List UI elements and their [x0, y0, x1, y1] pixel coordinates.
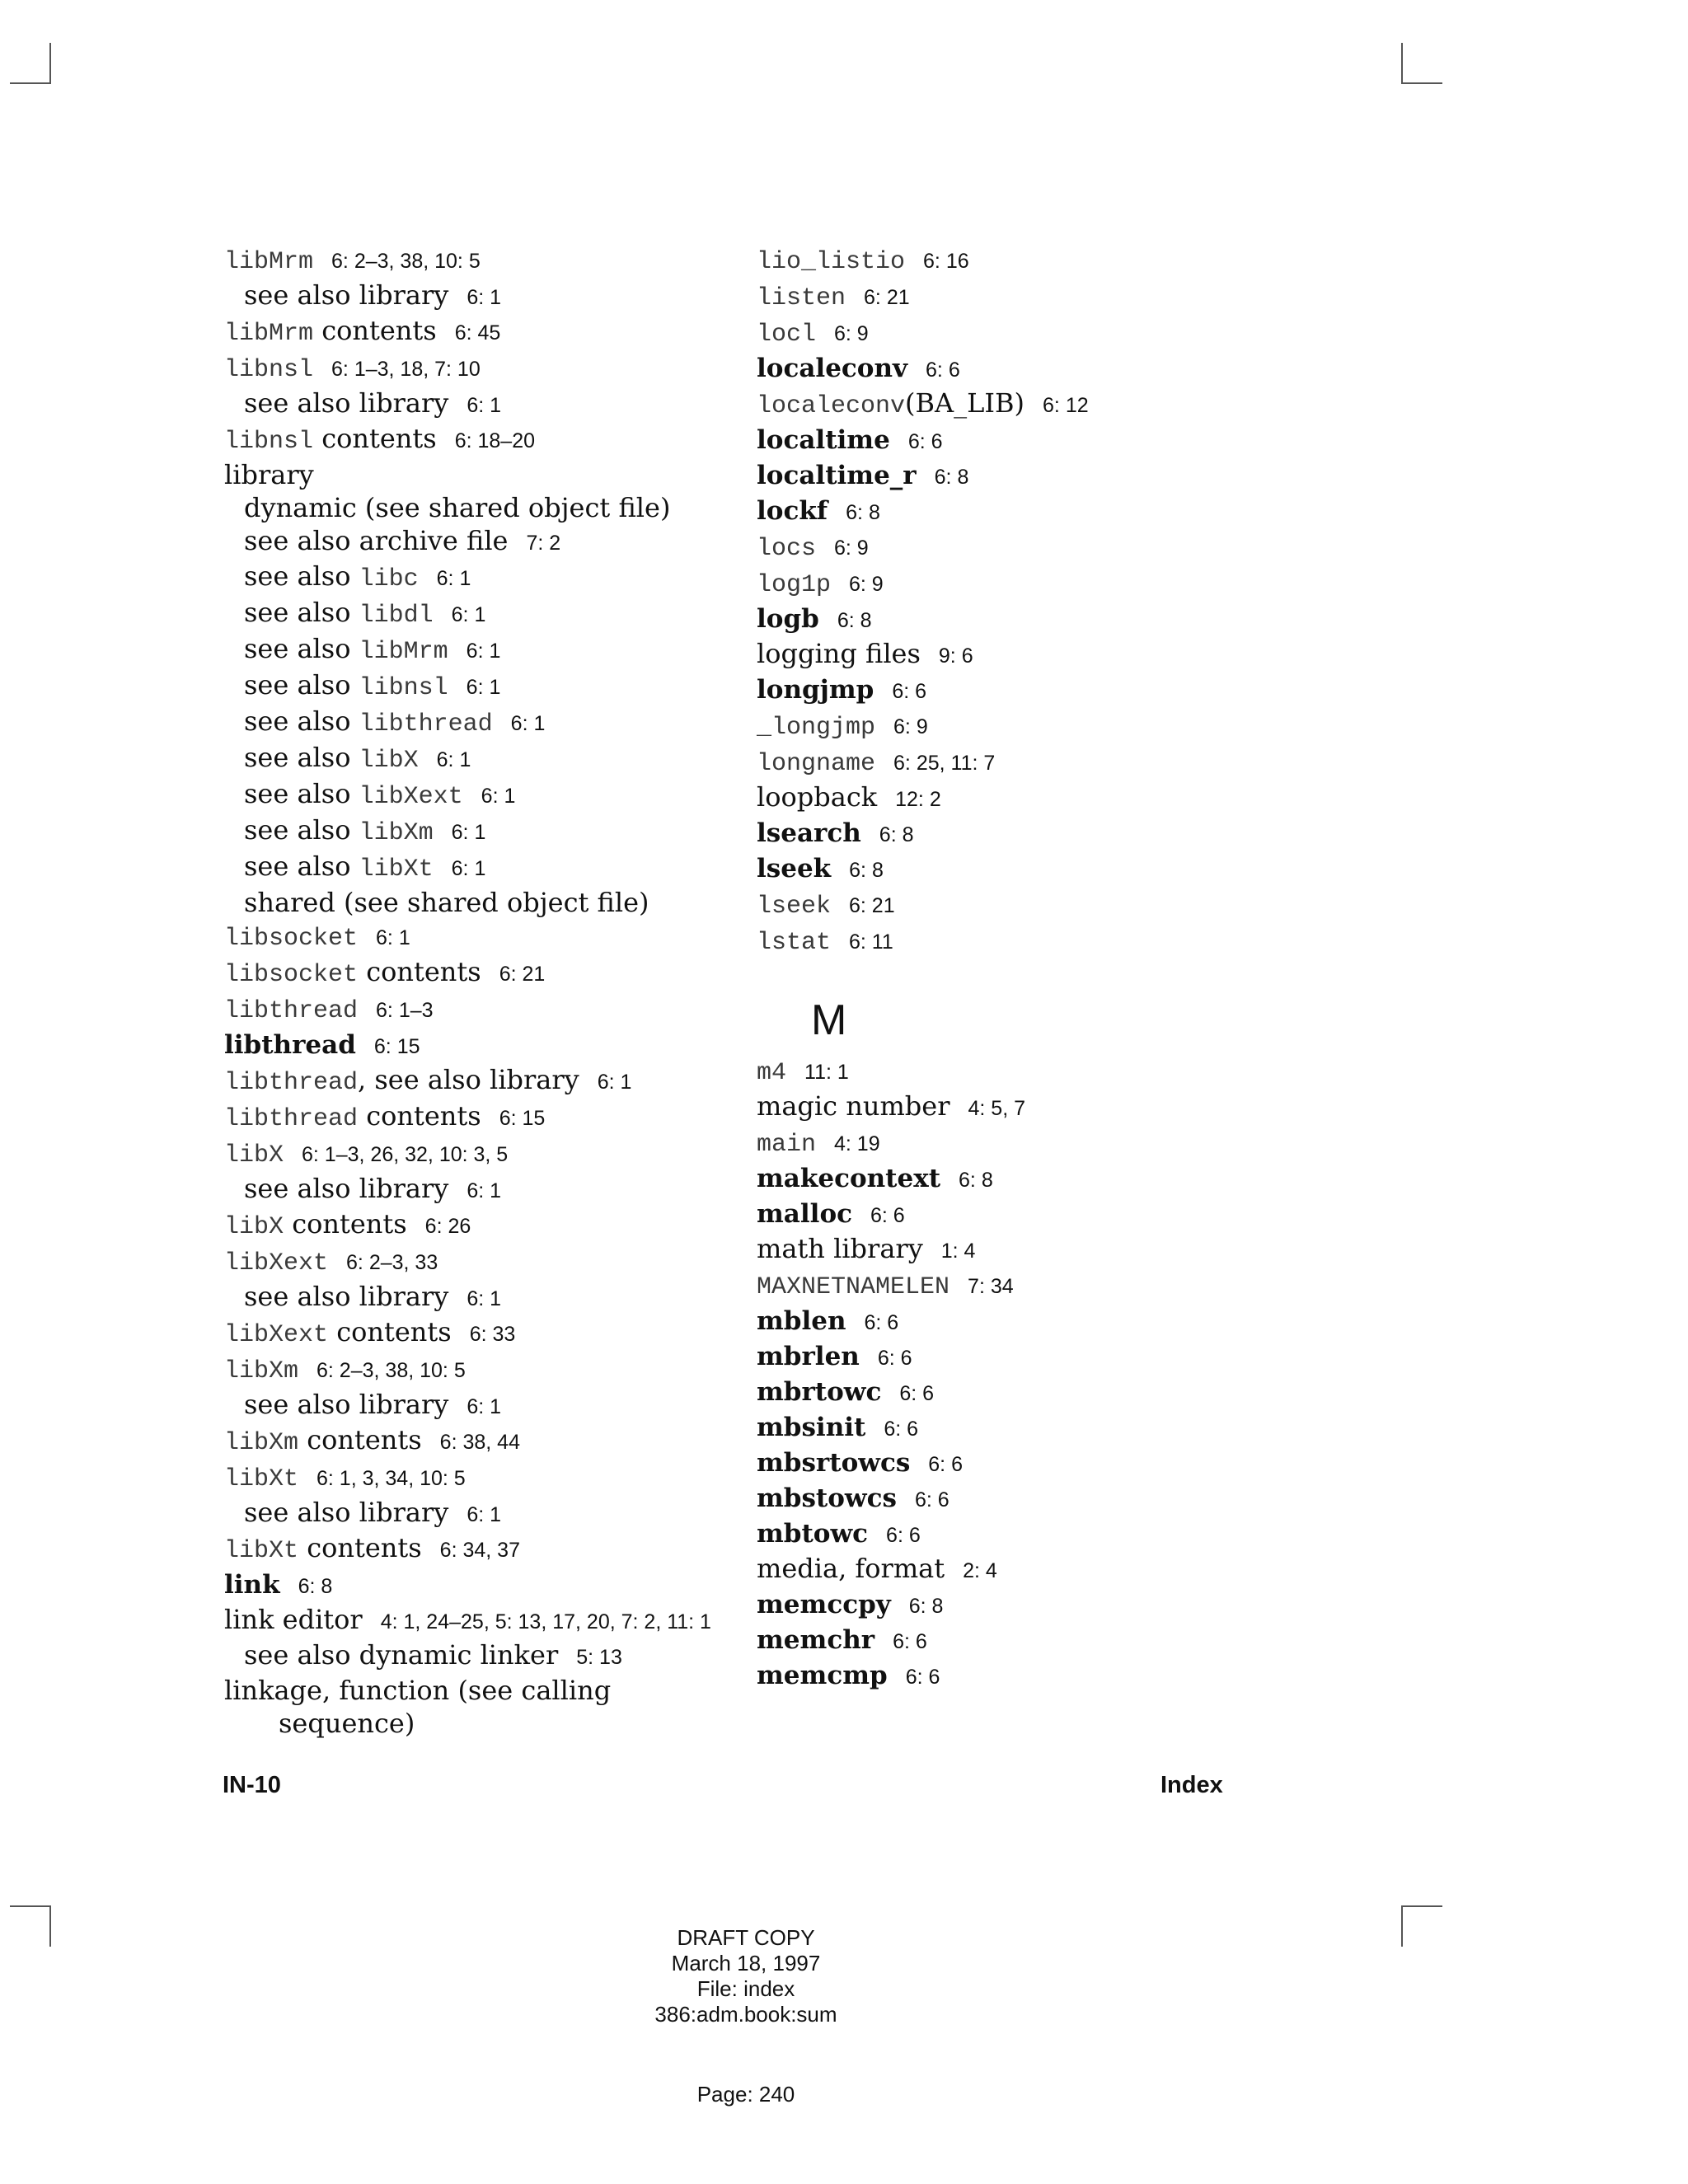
- page-references: 6: 18–20: [454, 429, 536, 452]
- index-entry: [757, 851, 1268, 887]
- index-entry: [757, 1268, 1268, 1304]
- index-entry: [757, 1125, 1268, 1161]
- page-references: 6: 1: [597, 1071, 632, 1094]
- index-entry: [757, 423, 1268, 458]
- page-references: 1: 4: [940, 1240, 976, 1263]
- index-entry: [757, 1161, 1268, 1197]
- index-entry: [224, 1063, 727, 1099]
- page-references: 6: 6: [884, 1418, 919, 1441]
- index-entry: [757, 279, 1268, 315]
- crop-mark-bottom-right-horizontal: [1401, 1905, 1442, 1907]
- index-term: m4: [757, 1059, 787, 1087]
- page-references: 6: 8: [846, 501, 880, 524]
- page-references: 6: 16: [923, 250, 969, 273]
- page-references: 6: 1: [451, 603, 486, 626]
- index-subentry: [224, 596, 727, 632]
- index-subentry: [224, 886, 727, 919]
- crop-mark-top-left-horizontal: [10, 82, 51, 84]
- index-term: localtime: [757, 425, 890, 455]
- index-term: libsocket: [224, 961, 359, 989]
- section-letter-m: M: [811, 996, 847, 1044]
- page-references: 6: 1–3: [376, 999, 434, 1022]
- index-term: makecontext: [757, 1164, 941, 1193]
- index-term: see also library: [244, 1173, 449, 1204]
- index-term: libMrm: [359, 638, 448, 666]
- index-entry: [757, 1446, 1268, 1481]
- index-term: libdl: [359, 602, 434, 630]
- index-entry: [757, 351, 1268, 387]
- page-references: 6: 1: [467, 1503, 502, 1526]
- page-references: 6: 1: [451, 821, 486, 844]
- index-entry: [757, 315, 1268, 351]
- page-references: 6: 8: [298, 1575, 333, 1598]
- index-term: mbtowc: [757, 1519, 869, 1549]
- index-entry: [757, 1053, 1268, 1090]
- index-subentry: [224, 741, 727, 777]
- index-term: logb: [757, 604, 819, 634]
- draft-book-path: 386:adm.book:sum: [654, 2002, 837, 2027]
- index-entry: [757, 1375, 1268, 1410]
- page-references: 6: 8: [849, 859, 884, 882]
- index-entry: [757, 673, 1268, 708]
- index-term: contents: [284, 1208, 407, 1240]
- page-references: 6: 6: [905, 1666, 940, 1689]
- index-subentry: [224, 1638, 727, 1674]
- index-term: math library: [757, 1233, 923, 1264]
- index-entry: [224, 1423, 727, 1460]
- index-term: libthread: [224, 1030, 356, 1060]
- index-entry: [224, 1603, 727, 1638]
- index-entry: [757, 1552, 1268, 1587]
- draft-file: File: index: [696, 1976, 795, 2001]
- index-entry: [224, 1531, 727, 1568]
- draft-date: March 18, 1997: [671, 1951, 821, 1975]
- index-term: log1p: [757, 571, 832, 599]
- index-term: lsearch: [757, 818, 861, 848]
- index-term: libthread: [359, 710, 493, 738]
- page-references: 6: 9: [893, 715, 928, 738]
- page-references: 6: 9: [834, 322, 869, 345]
- page-references: 6: 6: [864, 1311, 899, 1334]
- page-references: 6: 6: [928, 1453, 963, 1476]
- page-references: 9: 6: [938, 644, 973, 668]
- index-term: localtime_r: [757, 461, 917, 490]
- page-references: 6: 8: [837, 609, 872, 632]
- page-references: 6: 1: [436, 567, 471, 590]
- index-entry: [224, 1028, 727, 1063]
- index-entry: [757, 1623, 1268, 1658]
- index-term: libXext: [224, 1321, 329, 1349]
- index-term: libthread: [224, 997, 359, 1025]
- index-term: lseek: [757, 893, 832, 921]
- index-entry: [757, 1658, 1268, 1694]
- footer-page-number: IN-10: [223, 1772, 281, 1798]
- page-references: 4: 19: [834, 1132, 880, 1155]
- index-term: longname: [757, 750, 876, 778]
- index-term: memchr: [757, 1625, 875, 1655]
- index-term: see also library: [244, 1497, 449, 1528]
- index-subentry: [224, 387, 727, 422]
- index-entry: [224, 919, 727, 955]
- index-term: magic number: [757, 1090, 950, 1122]
- index-term: libc: [359, 565, 419, 593]
- index-term: contents: [313, 423, 437, 454]
- index-term: memcmp: [757, 1661, 888, 1690]
- index-subentry: [224, 524, 727, 560]
- index-term: lockf: [757, 496, 828, 526]
- draft-label: DRAFT COPY: [677, 1925, 815, 1950]
- index-term: longjmp: [757, 675, 874, 705]
- page-references: 5: 13: [576, 1646, 622, 1669]
- index-entry: [757, 923, 1268, 959]
- index-term: see also: [244, 597, 359, 628]
- draft-page-number: Page: 240: [696, 2082, 795, 2107]
- page-references: 6: 8: [879, 823, 914, 846]
- index-term: see also: [244, 814, 359, 846]
- index-term: contents: [298, 1424, 422, 1455]
- index-entry: [757, 1481, 1268, 1516]
- page-references: 6: 1, 3, 34, 10: 5: [316, 1467, 466, 1490]
- index-entry: [224, 1244, 727, 1280]
- index-entry: [757, 1197, 1268, 1232]
- index-term: see also: [244, 851, 359, 882]
- index-entry: [757, 887, 1268, 923]
- page-references: 6: 6: [926, 359, 960, 382]
- index-term: contents: [298, 1532, 422, 1563]
- index-term: libX: [359, 747, 419, 775]
- index-term: see also library: [244, 1389, 449, 1420]
- page-references: 6: 26: [424, 1215, 471, 1238]
- index-term: contents: [358, 956, 481, 987]
- draft-copy-block: [0, 1925, 1492, 2027]
- index-entry: [224, 955, 727, 991]
- page-references: 6: 8: [934, 466, 969, 489]
- index-entry: [224, 1099, 727, 1136]
- index-term: see also: [244, 560, 359, 592]
- index-term: lio_listio: [757, 248, 906, 276]
- index-term: see also: [244, 778, 359, 809]
- page-references: 6: 6: [877, 1347, 912, 1370]
- index-entry: [224, 314, 727, 350]
- index-entry: [224, 1674, 727, 1740]
- page-references: 6: 1: [467, 394, 502, 417]
- page-references: 6: 1: [510, 712, 546, 735]
- index-l-entries-continued: [757, 242, 1268, 959]
- index-term: libnsl: [224, 428, 314, 456]
- index-entry: [224, 422, 727, 458]
- page-references: 6: 38, 44: [439, 1431, 520, 1454]
- index-term: link editor: [224, 1604, 363, 1635]
- page-references: 6: 21: [849, 894, 895, 917]
- index-m-entries: [757, 1053, 1268, 1694]
- page-references: 12: 2: [895, 788, 941, 811]
- page-references: 11: 1: [804, 1061, 849, 1084]
- index-term: see also library: [244, 387, 449, 419]
- index-entry: [224, 1460, 727, 1496]
- index-term: (BA_LIB): [905, 387, 1025, 419]
- index-entry: [757, 529, 1268, 565]
- page-references: 4: 5, 7: [968, 1097, 1026, 1120]
- index-term: localeconv: [757, 354, 908, 383]
- index-term: libXext: [224, 1249, 329, 1277]
- index-entry: [757, 1587, 1268, 1623]
- page-references: 6: 8: [908, 1595, 944, 1618]
- index-term: libXt: [224, 1465, 299, 1493]
- page-references: 6: 2–3, 33: [346, 1251, 438, 1274]
- index-term: contents: [328, 1316, 452, 1347]
- index-entry: [757, 708, 1268, 744]
- index-term: see also library: [244, 279, 449, 311]
- index-subentry: [224, 1496, 727, 1531]
- index-term: locl: [757, 321, 817, 349]
- page-references: 6: 1: [467, 1395, 502, 1418]
- index-term: see also archive file: [244, 525, 509, 556]
- index-entry: [757, 1410, 1268, 1446]
- page-references: 6: 1: [451, 857, 486, 880]
- index-subentry: [224, 705, 727, 741]
- page-references: 6: 1: [376, 926, 410, 949]
- index-term: see also library: [244, 1281, 449, 1312]
- page-references: 6: 1: [466, 676, 501, 699]
- page-references: 6: 21: [864, 286, 910, 309]
- index-entry: [757, 637, 1268, 673]
- crop-mark-top-left-vertical: [49, 43, 51, 84]
- index-term: lstat: [757, 929, 832, 957]
- index-term: libXt: [224, 1537, 299, 1565]
- page-references: 6: 1–3, 18, 7: 10: [331, 358, 481, 381]
- index-term: _longjmp: [757, 714, 876, 742]
- index-term: media, format: [757, 1553, 945, 1584]
- index-term: libthread: [224, 1069, 359, 1097]
- index-entry: [224, 242, 727, 279]
- index-term: MAXNETNAMELEN: [757, 1273, 950, 1301]
- index-term: locs: [757, 535, 817, 563]
- index-entry: [757, 1232, 1268, 1268]
- index-left-column: [224, 242, 727, 1740]
- index-entry: [757, 780, 1268, 816]
- page-references: 6: 1: [481, 785, 516, 808]
- index-term: libMrm: [224, 320, 314, 348]
- index-term: see also: [244, 742, 359, 773]
- page-references: 2: 4: [963, 1559, 997, 1582]
- index-term: libnsl: [359, 674, 448, 702]
- index-entry: [757, 1339, 1268, 1375]
- page-references: 6: 1: [467, 1179, 502, 1202]
- index-term: memccpy: [757, 1590, 891, 1619]
- index-term: mblen: [757, 1306, 846, 1336]
- index-entry: [224, 1136, 727, 1172]
- index-term: mbrlen: [757, 1342, 860, 1371]
- index-subentry: [224, 632, 727, 668]
- index-term: main: [757, 1131, 817, 1159]
- index-term: shared (see shared object file): [244, 887, 649, 918]
- index-entry: [757, 565, 1268, 602]
- page-references: 6: 1: [467, 286, 502, 309]
- page-references: 6: 6: [893, 1630, 927, 1653]
- index-entry: [224, 458, 727, 491]
- index-term: linkage, function (see calling sequence): [224, 1675, 612, 1739]
- page-references: 4: 1, 24–25, 5: 13, 17, 20, 7: 2, 11: 1: [380, 1610, 711, 1633]
- index-entry: [757, 602, 1268, 637]
- index-term: dynamic (see shared object file): [244, 492, 671, 523]
- page-references: 6: 15: [373, 1035, 420, 1058]
- index-term: logging files: [757, 638, 921, 669]
- page-references: 6: 45: [454, 321, 501, 344]
- index-subentry: [224, 1280, 727, 1315]
- index-subentry: [224, 777, 727, 813]
- index-subentry: [224, 1172, 727, 1207]
- page-references: 6: 33: [469, 1323, 516, 1346]
- index-term: libXext: [359, 783, 463, 811]
- page-references: 6: 11: [849, 930, 893, 954]
- page-references: 7: 2: [526, 532, 561, 555]
- index-term: libXm: [224, 1429, 299, 1457]
- index-term: libsocket: [224, 925, 359, 953]
- page-references: 6: 1: [467, 1287, 502, 1310]
- page-references: 6: 6: [892, 680, 927, 703]
- crop-mark-top-right-vertical: [1401, 43, 1403, 84]
- index-term: mbsinit: [757, 1413, 866, 1442]
- index-term: libXm: [359, 819, 434, 847]
- index-subentry: [224, 813, 727, 850]
- page-references: 6: 1: [436, 748, 471, 771]
- page-references: 6: 6: [907, 430, 943, 453]
- index-term: listen: [757, 284, 846, 312]
- index-entry: [224, 1352, 727, 1388]
- index-term: libXm: [224, 1357, 299, 1385]
- page-references: 6: 34, 37: [439, 1539, 520, 1562]
- index-subentry: [224, 1388, 727, 1423]
- index-term: see also dynamic linker: [244, 1639, 559, 1671]
- index-entry: [757, 1516, 1268, 1552]
- index-term: loopback: [757, 781, 878, 813]
- index-entry: [757, 242, 1268, 279]
- index-subentry: [224, 850, 727, 886]
- index-term: mbstowcs: [757, 1483, 897, 1513]
- index-term: contents: [358, 1100, 481, 1132]
- index-subentry: [224, 560, 727, 596]
- crop-mark-bottom-left-horizontal: [10, 1905, 51, 1907]
- index-term: see also: [244, 669, 359, 701]
- index-term: libX: [224, 1213, 284, 1241]
- index-term: contents: [313, 315, 437, 346]
- index-right-column: [757, 242, 1268, 1694]
- page-references: 7: 34: [968, 1275, 1014, 1298]
- index-entry: [757, 816, 1268, 851]
- page-references: 6: 21: [499, 963, 546, 986]
- index-term: libX: [224, 1141, 284, 1169]
- index-term: see also: [244, 633, 359, 664]
- page-references: 6: 6: [870, 1204, 905, 1227]
- footer-section-title: Index: [1160, 1772, 1223, 1798]
- index-term: , see also library: [358, 1064, 579, 1095]
- page-references: 6: 12: [1043, 394, 1089, 417]
- index-subentry: [224, 668, 727, 705]
- index-term: library: [224, 459, 314, 490]
- index-term: link: [224, 1570, 280, 1600]
- page-references: 6: 9: [834, 537, 869, 560]
- page-references: 6: 8: [959, 1169, 993, 1192]
- index-term: libnsl: [224, 356, 314, 384]
- page-references: 6: 2–3, 38, 10: 5: [316, 1359, 466, 1382]
- index-entry: [757, 387, 1268, 423]
- page-references: 6: 2–3, 38, 10: 5: [331, 250, 481, 273]
- page-references: 6: 1–3, 26, 32, 10: 3, 5: [302, 1143, 509, 1166]
- page-references: 6: 6: [914, 1488, 950, 1511]
- page-references: 6: 9: [849, 573, 884, 596]
- index-term: see also: [244, 705, 359, 737]
- index-term: mbrtowc: [757, 1377, 882, 1407]
- index-entry: [224, 1315, 727, 1352]
- index-entry: [224, 1568, 727, 1603]
- page-references: 6: 6: [886, 1524, 921, 1547]
- index-term: libMrm: [224, 248, 314, 276]
- index-term: libthread: [224, 1105, 359, 1133]
- index-term: libXt: [359, 855, 434, 883]
- crop-mark-top-right-horizontal: [1401, 82, 1442, 84]
- index-term: malloc: [757, 1199, 852, 1229]
- index-entry: [757, 1090, 1268, 1125]
- index-term: lseek: [757, 854, 832, 883]
- page-references: 6: 6: [899, 1382, 935, 1405]
- index-entry: [757, 494, 1268, 529]
- index-entry: [224, 1207, 727, 1244]
- index-term: mbsrtowcs: [757, 1448, 911, 1478]
- page-references: 6: 15: [499, 1107, 546, 1130]
- index-entry: [224, 991, 727, 1028]
- index-entry: [757, 744, 1268, 780]
- index-subentry: [224, 279, 727, 314]
- index-subentry: [224, 491, 727, 524]
- index-entry: [757, 1304, 1268, 1339]
- index-term: localeconv: [757, 392, 906, 420]
- index-entry: [224, 350, 727, 387]
- page-references: 6: 25, 11: 7: [893, 752, 996, 775]
- index-entry: [757, 458, 1268, 494]
- page-references: 6: 1: [466, 640, 501, 663]
